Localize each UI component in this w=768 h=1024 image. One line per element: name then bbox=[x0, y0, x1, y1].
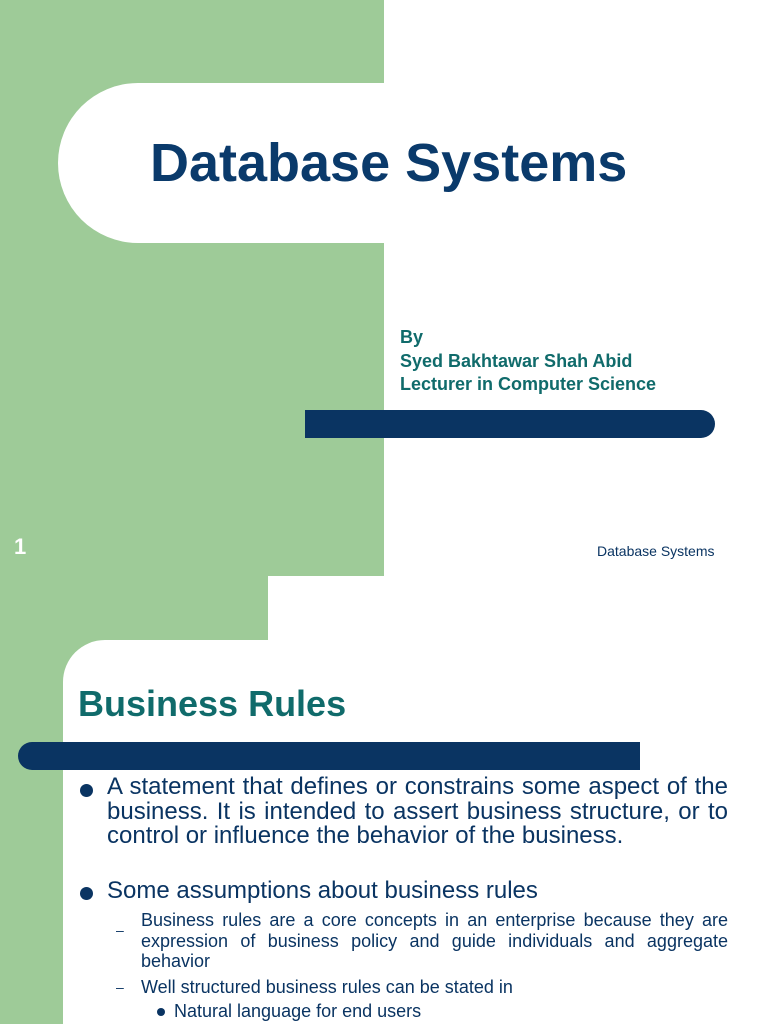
byline-author-role: Lecturer in Computer Science bbox=[400, 374, 657, 394]
sub-bullet-dash: – bbox=[116, 922, 124, 938]
decorative-bar bbox=[305, 410, 715, 438]
sub-bullet-dash: – bbox=[116, 979, 124, 995]
bullet-dot bbox=[80, 784, 93, 797]
slide-footer: Database Systems bbox=[597, 543, 715, 559]
decorative-bar bbox=[18, 742, 640, 770]
slide-title: Database Systems bbox=[150, 133, 628, 193]
slide-title: Business Rules bbox=[78, 683, 347, 724]
author-byline bbox=[400, 326, 656, 397]
sub-bullet-item: Well structured business rules can be stated in bbox=[141, 977, 513, 997]
bullet-dot bbox=[80, 887, 93, 900]
bullet-item: A statement that defines or constrains some aspect of the business. It is intended to assert business structure, or to control or influence the behavior of the business. bbox=[107, 773, 728, 849]
sub-sub-bullet-item: Natural language for end users bbox=[174, 1001, 422, 1021]
byline-author-name: Syed Bakhtawar Shah Abid bbox=[400, 350, 633, 371]
byline-by: By bbox=[400, 327, 424, 347]
bullet-item: Some assumptions about business rules bbox=[107, 877, 538, 904]
business-rules-slide bbox=[0, 576, 768, 1024]
slide-number: 1 bbox=[14, 534, 27, 559]
sub-sub-bullet-dot bbox=[157, 1008, 165, 1016]
sub-bullet-item: Business rules are a core concepts in an enterprise because they are expression of business policy and guide individuals and aggregate behavior bbox=[141, 910, 728, 971]
